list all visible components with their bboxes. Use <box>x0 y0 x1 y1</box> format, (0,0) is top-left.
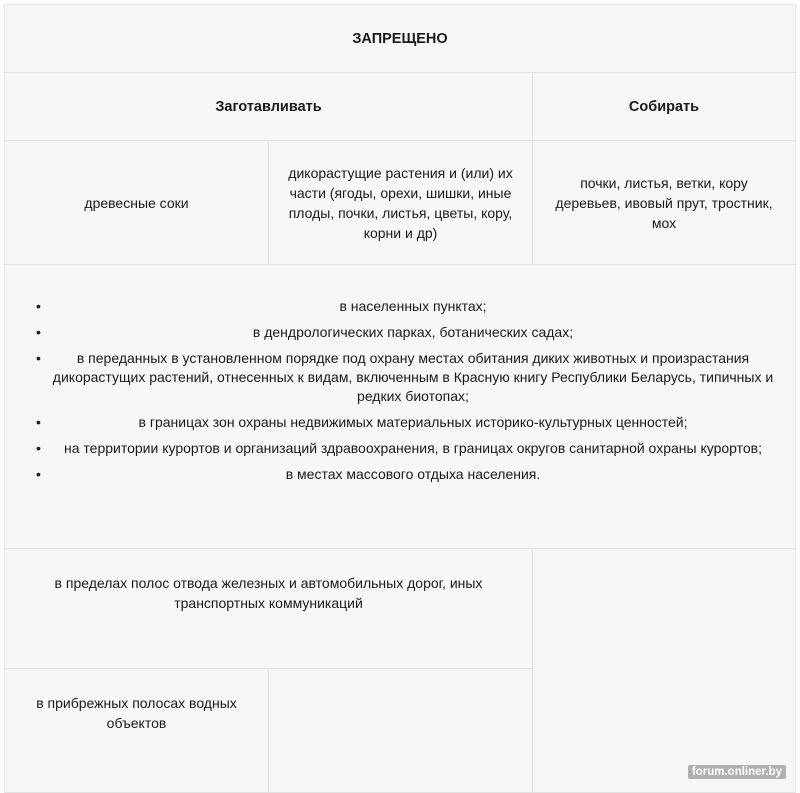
column-header-collect <box>532 72 796 141</box>
cell-tree-sap <box>4 140 269 265</box>
list-item: • в границах зон охраны недвижимых материальных историко-культурных ценностей; <box>15 413 785 432</box>
cell-empty-right <box>532 548 796 793</box>
cell-tree-sap-text: древесные соки <box>84 194 189 211</box>
table-title <box>4 4 796 73</box>
cell-road-strips <box>4 548 533 669</box>
list-item: • в переданных в установленном порядке под охрану местах обитания диких животных и произрастания дикорастущих растений, отнесенных к видам, включенным в Красную книгу Республики Беларусь, типичных и редких биотопах; <box>15 349 785 406</box>
list-item: • на территории курортов и организаций здравоохранения, в границах округов санитарной охраны курортов; <box>15 439 785 458</box>
cell-prohibited-places <box>4 264 796 549</box>
cell-wild-plants <box>268 140 533 265</box>
cell-road-strips-text: в пределах полос отвода железных и автомобильных дорог, иных транспортных коммуникаций <box>54 575 483 611</box>
column-header-harvest-text: Заготавливать <box>215 98 322 115</box>
column-header-collect-text: Собирать <box>628 98 700 115</box>
list-item: • в населенных пунктах; <box>15 297 785 316</box>
cell-water-strips <box>4 668 269 793</box>
cell-collect-items-text: почки, листья, ветки, кору деревьев, ивовый прут, тростник, мох <box>555 174 773 231</box>
cell-empty-middle <box>268 668 533 793</box>
cell-wild-plants-text: дикорастущие растения и (или) их части (ягоды, орехи, шишки, иные плоды, почки, листья, цветы, кору, корни и др) <box>288 164 513 241</box>
list-item: • в дендрологических парках, ботанических садах; <box>15 323 785 342</box>
prohibited-places-list <box>15 297 785 491</box>
watermark: forum.onliner.by <box>688 765 786 779</box>
list-item: • в местах массового отдыха населения. <box>15 465 785 484</box>
table-title-text: ЗАПРЕЩЕНО <box>352 30 448 47</box>
column-header-harvest <box>4 72 533 141</box>
cell-water-strips-text: в прибрежных полосах водных объектов <box>36 695 237 731</box>
cell-collect-items <box>532 140 796 265</box>
